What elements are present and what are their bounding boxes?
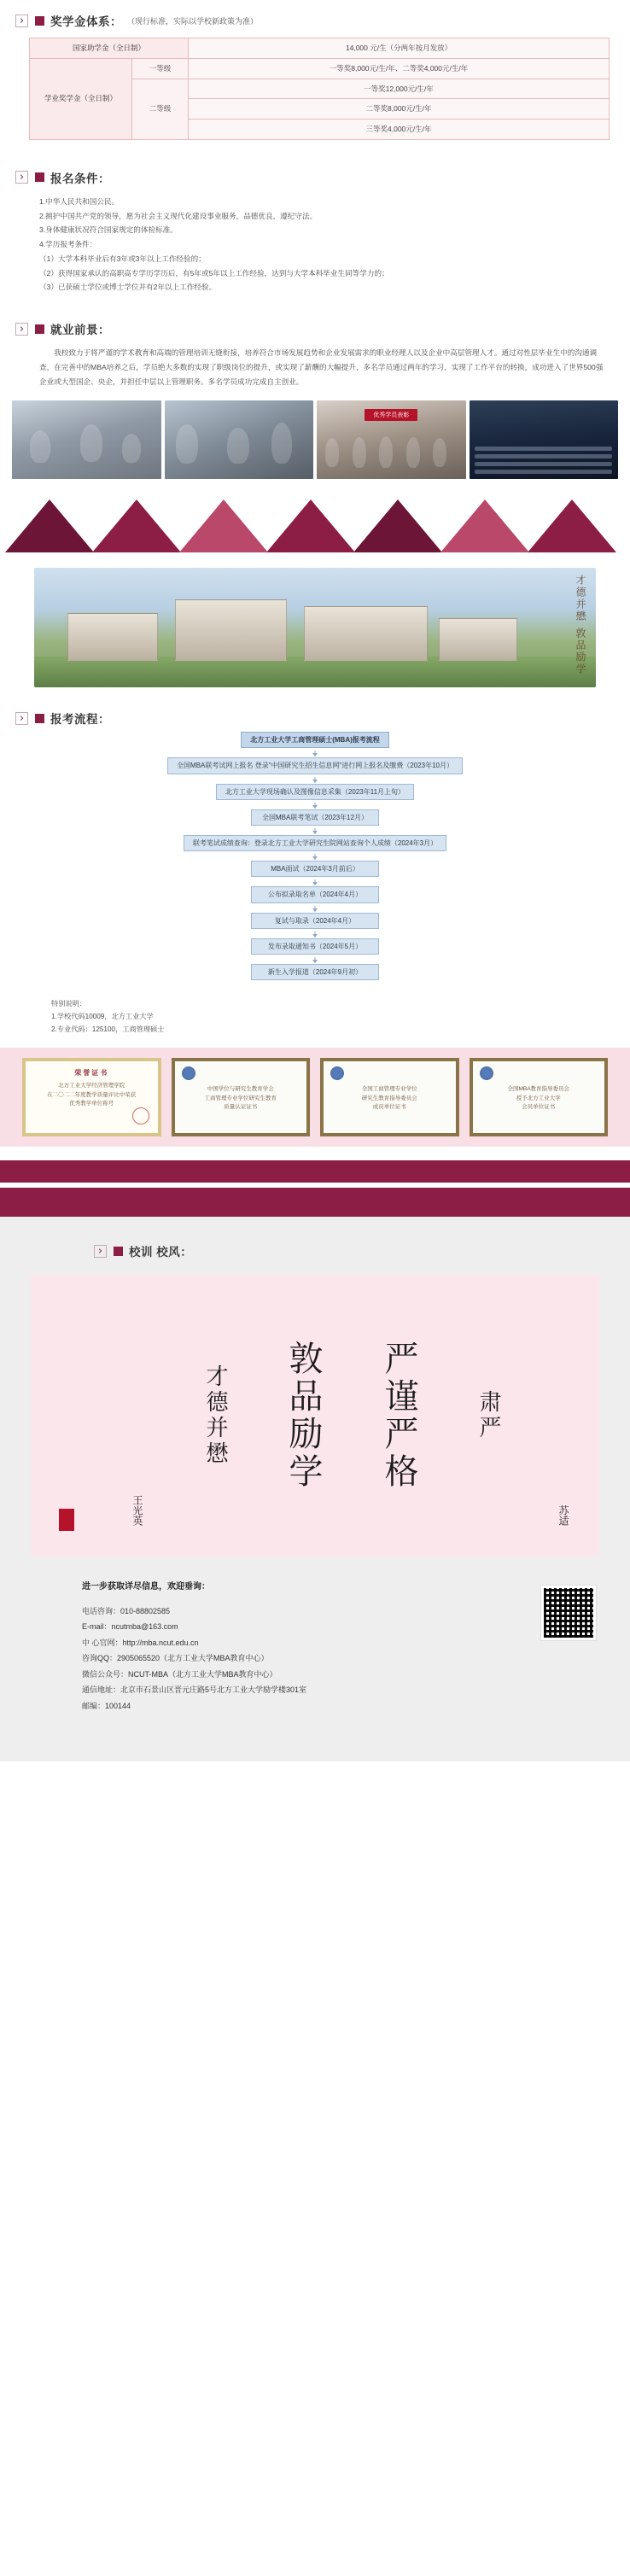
motto-section — [0, 1217, 630, 1761]
certificate-honor — [22, 1058, 161, 1136]
bullet-square-icon — [35, 714, 44, 723]
page-title-scholarship: 奖学金体系： — [50, 15, 122, 28]
campus-calligraphy: 才德并懋 敦品励学 — [575, 575, 586, 676]
triangle-decoration-band — [0, 486, 630, 552]
scholarship-table-wrap — [0, 29, 630, 140]
campus-photo-wrap — [0, 552, 630, 687]
flow-step — [251, 964, 379, 980]
requirement-line: 3.身体健康状况符合国家规定的体检标准。 — [39, 225, 178, 235]
section-header-scholarship — [0, 12, 630, 29]
photo-banner: 优秀学员表彰 — [365, 409, 417, 421]
chevron-right-icon: › — [15, 323, 28, 336]
cell-value: 一等奖8,000元/生/年、二等奖4,000元/生/年 — [189, 58, 610, 79]
bullet-square-icon — [114, 1247, 123, 1256]
scholarship-table — [29, 38, 610, 140]
certificate-line: 会员单位证书 — [522, 1104, 556, 1111]
flow-step — [251, 809, 379, 826]
cell-value: 14,000 元/生（分两年按月发放） — [189, 38, 610, 59]
triangle-shape — [353, 499, 442, 552]
certificate-line: 优秀教学单位称号 — [69, 1101, 114, 1107]
requirement-line: 4.学历报考条件： — [39, 240, 97, 248]
campus-building — [175, 599, 288, 662]
emblem-icon — [330, 1066, 344, 1080]
cell-value: 二等奖8,000元/生/年 — [189, 99, 610, 120]
bullet-square-icon — [35, 324, 44, 334]
cell-label: 国家助学金（全日制） — [30, 38, 189, 59]
flow-step — [251, 886, 379, 902]
flow-step — [251, 861, 379, 877]
triangle-shape — [440, 499, 529, 552]
application-flowchart — [0, 727, 630, 990]
flow-step — [216, 784, 414, 800]
campus-photo — [34, 568, 596, 687]
chevron-right-icon: › — [94, 1245, 107, 1258]
cell-value: 三等奖4,000元/生/年 — [189, 120, 610, 140]
process-note-line: 2.专业代码：125100，工商管理硕士 — [51, 1025, 165, 1033]
flow-step-label: 发布录取通知书（2024年5月） — [267, 942, 363, 950]
photo-seat-rows — [470, 441, 619, 479]
arrow-down-icon — [312, 805, 318, 809]
campus-building — [67, 613, 157, 661]
certificate-line: 授予北方工业大学 — [516, 1095, 561, 1101]
flow-step — [251, 913, 379, 929]
flow-step — [251, 938, 379, 955]
certificate-membership — [320, 1058, 459, 1136]
photo-award-ceremony — [317, 400, 466, 479]
arrow-down-icon — [312, 934, 318, 938]
certificate-line: 北方工业大学经济管理学院 — [58, 1083, 125, 1089]
career-paragraph: 我校致力于将严谨的学术教育和高端的管理培训无缝衔接，培养符合市场发展趋势和企业发展需求的职业经理人以及企业中高层管理人才。通过对性层毕业生中的沟通调查，在完善中的MBA培养之后，学员绝大多数的实现了职级岗位的提升，或实现了薪酬的大幅提升，多名学员通过两年的学习，实现了工作平台的转换，成功进入了世界500强企业或大型国企、央企，并担任中层以上管理职务。多名学员成功完成自主创业。 — [39, 348, 604, 386]
contact-postcode: 邮编：100144 — [82, 1701, 131, 1710]
certificate-line: 全国MBA教育指导委员会 — [507, 1086, 570, 1093]
requirement-line: （2）获得国家承认的高职高专学历学历后，有5年或5年以上工作经验，达到与大学本科毕业生同等学力的； — [39, 268, 389, 277]
flow-steps — [0, 732, 630, 990]
seal-icon — [59, 1509, 74, 1531]
page-title-requirements: 报名条件： — [50, 172, 110, 185]
flow-step-label: 全国MBA联考笔试（2023年12月） — [261, 813, 369, 821]
triangle-shape — [5, 499, 94, 552]
emblem-icon — [182, 1066, 195, 1080]
calligraphy-motto-left: 严谨严格 — [379, 1341, 419, 1492]
contact-wechat: 微信公众号：NCUT-MBA（北方工业大学MBA教育中心） — [82, 1669, 277, 1679]
flow-step — [241, 732, 389, 748]
divider-band-bottom — [0, 1188, 630, 1217]
contact-website[interactable]: 中 心官网：http://mba.ncut.edu.cn — [82, 1638, 199, 1647]
calligraphy-signature-left: 苏适 — [557, 1505, 569, 1527]
bullet-square-icon — [35, 172, 44, 182]
photo-figures — [12, 400, 161, 479]
triangle-shape — [528, 499, 616, 552]
scholarship-note: （现行标准，实际以学校新政策为准） — [127, 16, 259, 26]
section-header-motto — [0, 1242, 630, 1259]
flow-step-label: MBA面试（2024年3月前后） — [271, 865, 359, 873]
section-header-requirements — [0, 169, 630, 186]
photo-discussion — [165, 400, 314, 479]
arrow-down-icon — [312, 780, 318, 783]
cell-level: 二等级 — [132, 79, 189, 139]
flow-step-label: 北方工业大学工商管理硕士(MBA)报考流程 — [250, 736, 380, 745]
certificate-strip — [0, 1048, 630, 1147]
photo-auditorium — [470, 400, 619, 479]
bullet-square-icon — [35, 16, 44, 26]
divider-band-top — [0, 1160, 630, 1183]
process-note-line: 特别说明： — [51, 1000, 86, 1008]
process-note-line: 1.学校代码10009，北方工业大学 — [51, 1012, 154, 1020]
section-header-career — [0, 320, 630, 337]
chevron-right-icon: › — [15, 15, 28, 27]
requirement-line: 2.拥护中国共产党的领导，愿为社会主义现代化建设事业服务，品德优良，遵纪守法。 — [39, 211, 318, 220]
flow-step-label: 北方工业大学现场确认及图像信息采集（2023年11月上旬） — [225, 787, 405, 796]
career-body — [0, 337, 630, 388]
triangle-shape — [179, 499, 268, 552]
flow-step — [184, 835, 446, 851]
page-title-motto: 校训 校风： — [129, 1246, 193, 1259]
contact-address: 通信地址：北京市石景山区晋元庄路5号北方工业大学励学楼301室 — [82, 1685, 307, 1695]
contact-block — [0, 1557, 630, 1739]
flow-step-label: 全国MBA联考试网上报名 登录"中国研究生招生信息网"进行网上报名及缴费（2023年10月） — [177, 762, 453, 770]
certificate-line: 工商管理专业学位研究生教育 — [204, 1095, 277, 1101]
contact-phone: 电话咨询：010-88802585 — [82, 1606, 171, 1615]
requirement-line: （3）已获硕士学位或博士学位并有2年以上工作经验。 — [39, 283, 217, 292]
campus-building — [439, 618, 517, 661]
seal-icon — [132, 1107, 149, 1124]
requirements-body — [0, 186, 630, 295]
flow-step-label: 新生入学报道（2024年9月初） — [267, 967, 363, 976]
photo-figures — [165, 400, 314, 479]
flow-step-label: 公布拟录取名单（2024年4月） — [267, 891, 363, 899]
section-header-process — [0, 710, 630, 727]
process-notes — [0, 990, 630, 1036]
page-title-process: 报考流程： — [50, 713, 110, 727]
contact-qq: 咨询QQ：2905065520（北方工业大学MBA教育中心） — [82, 1654, 269, 1663]
calligraphy-motto-right: 敦品励学 — [283, 1341, 323, 1492]
certificate-line: 质量认证证书 — [224, 1104, 258, 1111]
arrow-down-icon — [312, 908, 318, 912]
cell-level: 一等级 — [132, 58, 189, 79]
calligraphy-panel — [31, 1275, 599, 1557]
flow-step-label: 联考笔试成绩查询：登录北方工业大学研究生院网站查询个人成绩（2024年3月） — [192, 839, 438, 847]
arrow-down-icon — [312, 831, 318, 834]
calligraphy-prefix-left: 肃严 — [475, 1390, 501, 1442]
chevron-right-icon: › — [15, 171, 28, 184]
certificate-line: 全国工商管理专业学位 — [361, 1086, 417, 1093]
certificate-committee — [470, 1058, 609, 1136]
cell-label: 学业奖学金（全日制） — [30, 58, 132, 139]
contact-email[interactable]: E-mail：ncutmba@163.com — [82, 1622, 178, 1632]
certificate-line: 在二〇二二年度教学质量评比中荣获 — [47, 1091, 137, 1098]
certificate-line: 成员单位证书 — [372, 1104, 406, 1111]
photo-figures — [317, 400, 466, 479]
contact-title: 进一步获取详尽信息，欢迎垂询： — [82, 1582, 210, 1592]
arrow-down-icon — [312, 856, 318, 860]
flow-step — [167, 757, 463, 774]
arrow-down-icon — [312, 753, 318, 756]
triangle-shape — [92, 499, 181, 552]
campus-building — [304, 606, 428, 661]
arrow-down-icon — [312, 882, 318, 885]
brochure-page — [0, 12, 630, 1761]
page-title-career: 就业前景： — [50, 324, 110, 336]
calligraphy-signature-right: 王光英 — [131, 1495, 144, 1527]
flow-step-label: 复试与取录（2024年4月） — [274, 916, 356, 925]
cell-value: 一等奖12,000元/生/年 — [189, 79, 610, 99]
table-row — [30, 58, 610, 79]
photo-classroom — [12, 400, 161, 479]
certificate-accreditation — [172, 1058, 311, 1136]
certificate-title: 荣誉证书 — [74, 1069, 109, 1078]
certificate-line: 研究生教育指导委员会 — [361, 1095, 417, 1101]
requirement-line: 1.中华人民共和国公民。 — [39, 196, 120, 206]
photo-strip — [0, 388, 630, 479]
requirement-line: （1）大学本科毕业后有3年或3年以上工作经验的； — [39, 254, 206, 263]
triangle-shape — [266, 499, 355, 552]
certificate-line: 中国学位与研究生教育学会 — [207, 1086, 274, 1093]
qr-code-icon — [541, 1586, 596, 1640]
calligraphy-prefix-right: 才德并懋 — [201, 1364, 228, 1468]
table-row — [30, 38, 610, 59]
emblem-icon — [480, 1066, 493, 1080]
chevron-right-icon: › — [15, 712, 28, 725]
arrow-down-icon — [312, 960, 318, 963]
